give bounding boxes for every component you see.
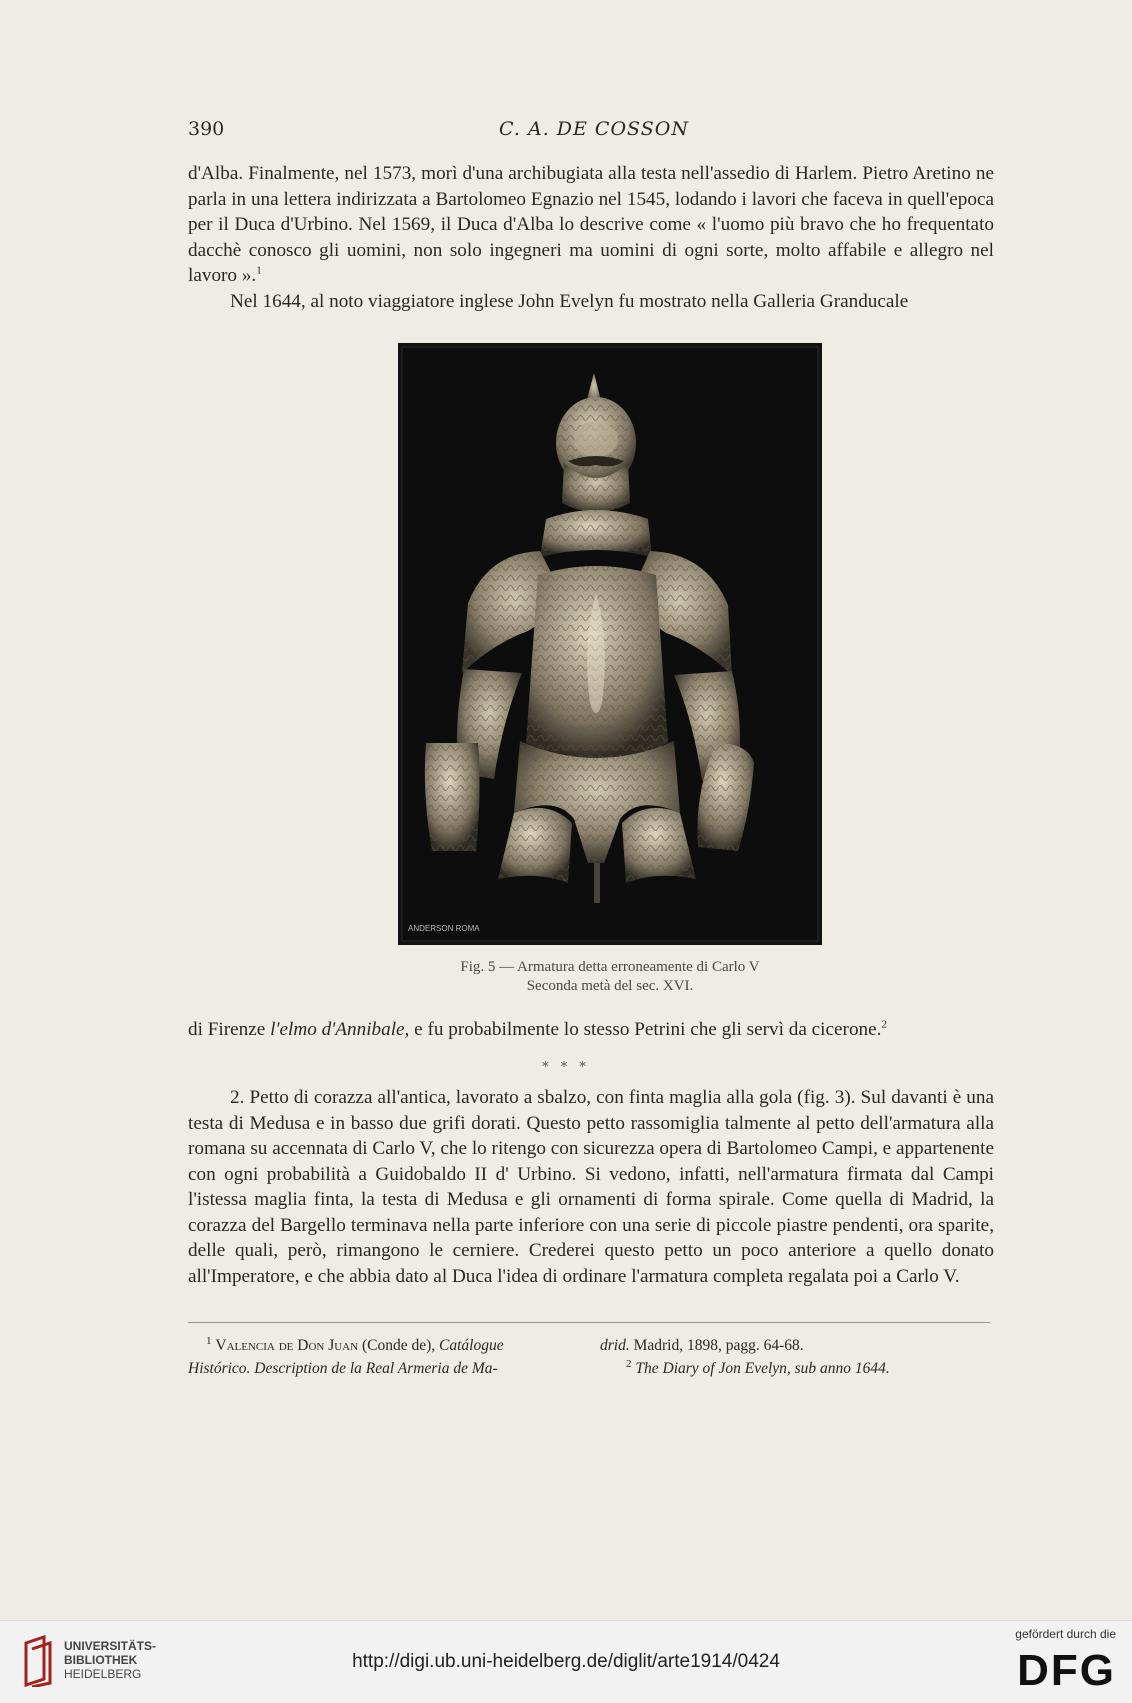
running-head <box>188 118 1000 148</box>
permalink-url[interactable]: http://digi.ub.uni-heidelberg.de/diglit/arte1914/0424 <box>352 1651 780 1672</box>
footnote-1-cont: Madrid, 1898, pagg. 64-68. <box>629 1337 804 1354</box>
footnote-1-mark: 1 <box>206 1334 212 1347</box>
footnote-1-title-b: Histórico. Description de la Real Armeria de Ma- <box>188 1360 498 1377</box>
footnote-column-right <box>600 1334 1000 1380</box>
footnote-ref-2: 2 <box>881 1018 887 1031</box>
footnote-ref-1: 1 <box>256 264 262 277</box>
paragraph-3-italic: l'elmo d'Annibale, <box>270 1019 410 1040</box>
photo-credit: ANDERSON ROMA <box>408 924 480 933</box>
paragraph-3-text-b: e fu probabilmente lo stesso Petrini che gli servì da cicerone. <box>409 1019 882 1040</box>
page-number: 390 <box>188 118 225 140</box>
paragraph-3 <box>188 1017 994 1043</box>
figure-caption-line-2: Seconda metà del sec. XVI. <box>526 978 694 994</box>
footnote-2-mark: 2 <box>626 1357 632 1370</box>
footnote-1-author: Valencia de Don Juan <box>215 1337 359 1354</box>
paragraph-1-text: d'Alba. Finalmente, nel 1573, morì d'una archibugiata alla testa nell'assedio di Harlem. Pietro Aretino ne parla in una lettera indirizzata a Bartolomeo Egnazio nel 1545, lodando i lavori che faceva in quell'epoca per il Duca d'Urbino. Nel 1569, il Duca d'Alba lo descrive come « l'uomo più bravo che ho frequentato dacchè conosco gli uomini, non solo ingegneri ma uomini di ogni sorte, molto affabile e allegro nel lavoro ». <box>188 163 994 286</box>
footnote-1-cont-italic: drid. <box>600 1337 630 1354</box>
running-title: C. A. DE COSSON <box>499 118 689 140</box>
paragraph-4 <box>188 1085 994 1289</box>
funding-caption: gefördert durch die <box>1015 1627 1116 1641</box>
footnote-1-rest: (Conde de), <box>358 1337 439 1354</box>
footnote-2-text: The Diary of Jon Evelyn, sub anno 1644. <box>635 1360 890 1377</box>
figure-caption-line-1: Fig. 5 — Armatura detta erroneamente di Carlo V <box>460 959 760 975</box>
paragraph-1 <box>188 161 994 314</box>
paragraph-4-text: 2. Petto di corazza all'antica, lavorato a sbalzo, con finta maglia alla gola (fig. 3). Sul davanti è una testa di Medusa e in basso due grifi dorati. Questo petto rassomiglia talmente al petto dell'armatura alla romana su accennata di Carlo V, che lo ritengo con sicurezza opera di Bartolomeo Campi, e appartenente con ogni probabilità a Guidobaldo II d' Urbino. Si vedono, infatti, nell'armatura firmata dal Campi l'istessa maglia finta, la testa di Medusa e gli ornamenti di forma spirale. Come quella di Madrid, la corazza del Bargello terminava nella parte inferiore con una serie di piccole piastre pendenti, ora sparite, delle quali, però, rimangono le cerniere. Crederei questo petto un poco anteriore a quello donato all'Imperatore, e che abbia dato al Duca l'idea di ordinare l'armatura completa regalata poi a Carlo V. <box>188 1087 994 1287</box>
footnote-1 <box>188 1334 588 1380</box>
viewer-footer <box>0 1620 1132 1703</box>
armor-illustration <box>398 343 822 945</box>
paragraph-3-text-a: di Firenze <box>188 1019 271 1040</box>
paragraph-2: Nel 1644, al noto viaggiatore inglese John Evelyn fu mostrato nella Galleria Granducale <box>230 290 909 312</box>
footnote-rule <box>188 1322 990 1323</box>
footnote-1-title-a: Catálogue <box>439 1337 504 1354</box>
library-line-1: UNIVERSITÄTS- <box>64 1639 157 1653</box>
library-line-2: BIBLIOTHEK <box>64 1653 138 1667</box>
library-line-3: HEIDELBERG <box>64 1667 142 1681</box>
armor-photograph <box>398 343 822 945</box>
dfg-logo[interactable]: DFG <box>1017 1646 1116 1695</box>
section-divider-stars: * * * <box>542 1060 590 1075</box>
